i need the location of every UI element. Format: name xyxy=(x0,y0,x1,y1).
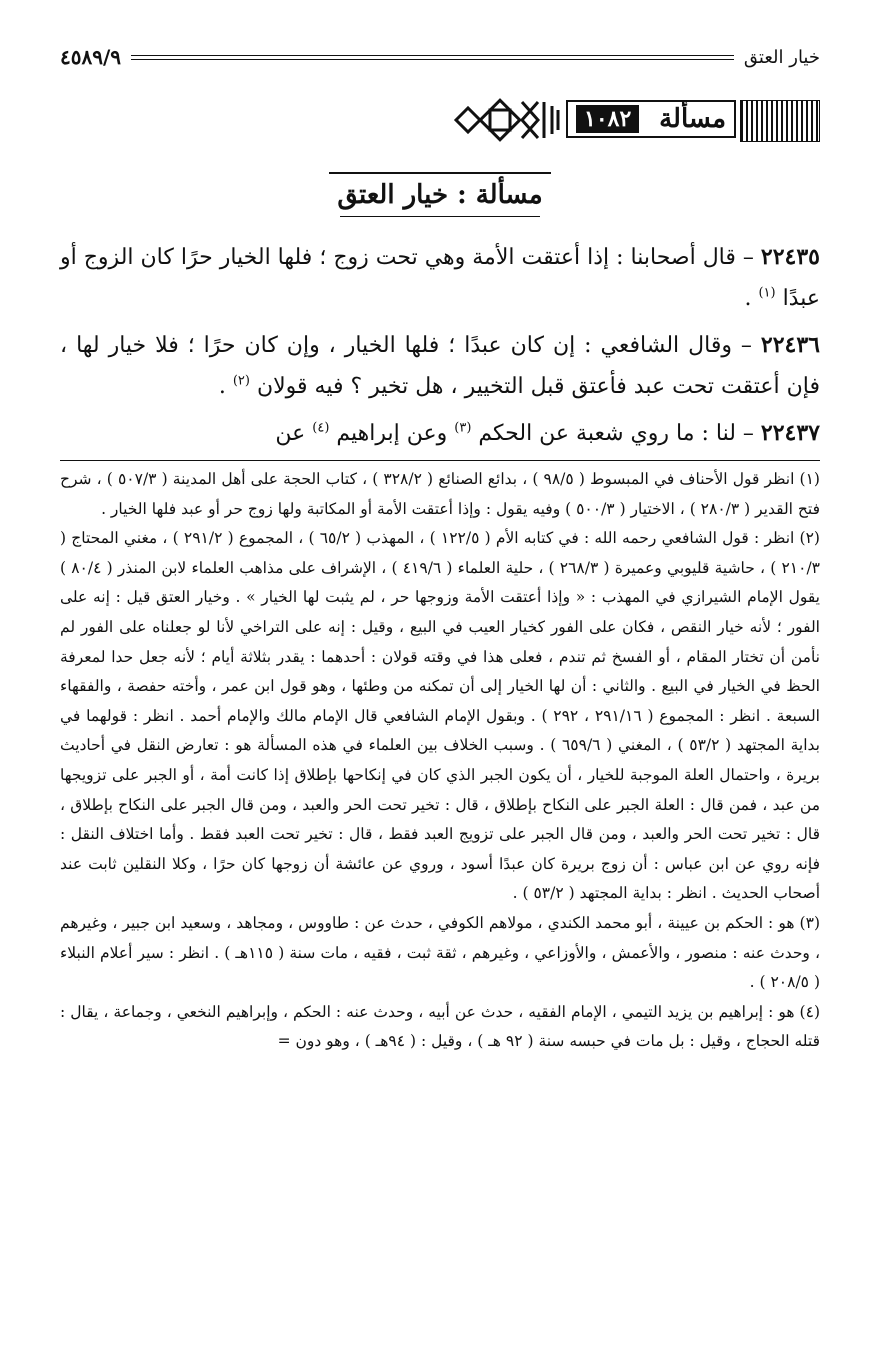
paragraph-number: ٢٢٤٣٥ xyxy=(760,244,820,270)
main-text xyxy=(60,237,820,454)
footnote: (٤) هو : إبراهيم بن يزيد التيمي ، الإمام الفقيه ، حدث عن أبيه ، وحدث عنه : الحكم ، وإبراهيم النخعي ، وجماعة ، يقال : قتله الحجاج ، وقيل : بل مات في حبسه سنة ( ٩٢ هـ ) ، وقيل : ( ٩٤هـ ) ، وهو دون = xyxy=(60,1002,820,1051)
masala-label-box xyxy=(566,100,736,138)
masala-banner xyxy=(60,96,820,146)
footnote-ref: (٤) xyxy=(312,420,330,436)
page-number: ٤٥٨٩/٩ xyxy=(60,45,122,69)
issue-title: مسألة : خيار العتق xyxy=(329,172,550,214)
footnote-ref: (٢) xyxy=(232,373,250,389)
paragraph-mid: وعن إبراهيم xyxy=(329,421,455,446)
footnote-ref: (١) xyxy=(758,285,776,301)
header-rule xyxy=(131,55,734,60)
paragraph-end: عن xyxy=(275,421,313,446)
running-header xyxy=(60,38,820,76)
footnote: (٢) انظر : قول الشافعي رحمه الله : في كتابه الأم ( ١٢٢/٥ ) ، المهذب ( ٦٥/٢ ) ، المجموع ( ٢٩١/٢ ) ، مغني المحتاج ( ٢١٠/٣ ) ، حاشية قليوبي وعميرة ( ٢٦٨/٣ ) ، حلية العلماء ( ٤١٩/٦ ) ، الإشراف على مذاهب العلماء لابن المنذر ( ٨٠/٤ ) يقول الإمام الشيرازي في المهذب : « وإذا أعتقت الأمة وزوجها حر ، لم يثبت لها الخيار » . وخيار العتق قيل : إنه على الفور ؛ لأنه خيار النقص ، فكان على الفور كخيار العيب في البيع ، وقيل : إنه على التراخي لأنا لو جعلناه على الفور لم نأمن أن تختار المقام ، أو الفسخ ثم تندم ، فعلى هذا في وقته قولان : أحدهما : يقدر بثلاثة أيام ؛ لأنه جعل حدا لمعرفة الحظ في الخيار في البيع . والثاني : أن لها الخيار إلى أن تمكنه من وطئها ، وهو قول ابن عمر ، وأخته حفصة ، والفقهاء السبعة . انظر : المجموع ( ٢٩١/١٦ ، ٢٩٢ ) . وبقول الإمام الشافعي قال الإمام مالك والإمام أحمد . انظر : قولهما في بداية المجتهد ( ٥٣/٢ ) ، المغني ( ٦٥٩/٦ ) . وسبب الخلاف بين العلماء في هذه المسألة هو : تعارض النقل في أحاديث بريرة ، واحتمال العلة الموجبة للخيار ، أن يكون الجبر الذي كان في إنكاحها بإطلاق إذا كانت أمة ، أو الجبر على تزويجها من عبد ، فمن قال : العلة الجبر على النكاح بإطلاق ، قال : تخير تحت الحر والعبد ، ومن قال الجبر على النكاح بإطلاق ، قال : تخير تحت الحر والعبد ، ومن قال الجبر على تزويج العبد فقط ، قال : تخير تحت العبد فقط . وأما اختلاف النقل : فإنه روي عن ابن عباس : أن زوج بريرة كان عبدًا أسود ، وروي عن عائشة أن زوجها كان حرًا ، وكلا النقلين ثابت عند أصحاب الحديث . انظر : بداية المجتهد ( ٥٣/٢ ) . xyxy=(60,529,820,903)
paragraph xyxy=(60,237,820,319)
footnote: (٣) هو : الحكم بن عيينة ، أبو محمد الكندي ، مولاهم الكوفي ، حدث عن : طاووس ، ومجاهد ، وسعيد ابن جبير ، وغيرهم ، وحدث عنه : منصور ، والأعمش ، والأوزاعي ، وغيرهم ، ثقة ثبت ، فقيه ، مات سنة ( ١١٥هـ ) . انظر : سير أعلام النبلاء ( ٢٠٨/٥ ) . xyxy=(60,913,821,992)
paragraph-end: . xyxy=(218,374,233,399)
masala-label: مسألة xyxy=(659,104,726,134)
paragraph-number: ٢٢٤٣٦ xyxy=(760,332,820,358)
paragraph-text: – قال أصحابنا : إذا أعتقت الأمة وهي تحت زوج ؛ فلها الخيار حرًا كان الزوج أو عبدًا xyxy=(60,245,820,311)
issue-title-block xyxy=(60,172,820,217)
footnotes xyxy=(60,465,820,1057)
paragraph xyxy=(60,325,820,407)
book-page xyxy=(60,38,820,1057)
knot-ornament-icon xyxy=(452,96,562,144)
paragraph-end: . xyxy=(744,286,759,311)
running-title: خيار العتق xyxy=(743,46,820,68)
paragraph-text: – لنا : ما روي شعبة عن الحكم xyxy=(471,421,761,446)
footnote: (١) انظر قول الأحناف في المبسوط ( ٩٨/٥ ) ، بدائع الصنائع ( ٣٢٨/٢ ) ، كتاب الحجة على أهل المدينة ( ٥٠٧/٣ ) ، شرح فتح القدير ( ٢٨٠/٣ ) ، الاختيار ( ٥٠٠/٣ ) وفيه يقول : وإذا أعتقت الأمة أو المكاتبة ولها زوج حر أو عبد فلها الخيار . xyxy=(60,470,820,518)
title-underline xyxy=(340,216,540,217)
footnote-ref: (٣) xyxy=(454,420,472,436)
paragraph-text: – وقال الشافعي : إن كان عبدًا ؛ فلها الخيار ، وإن كان حرًا ؛ فلا خيار لها ، فإن أعتقت تحت عبد فأعتق قبل التخيير ، هل تخير ؟ فيه قولان xyxy=(60,333,820,399)
paragraph xyxy=(60,413,820,454)
footnote-separator xyxy=(60,460,820,461)
masala-number: ١٠٨٢ xyxy=(576,105,639,133)
striped-ornament xyxy=(740,100,820,142)
paragraph-number: ٢٢٤٣٧ xyxy=(760,420,820,446)
